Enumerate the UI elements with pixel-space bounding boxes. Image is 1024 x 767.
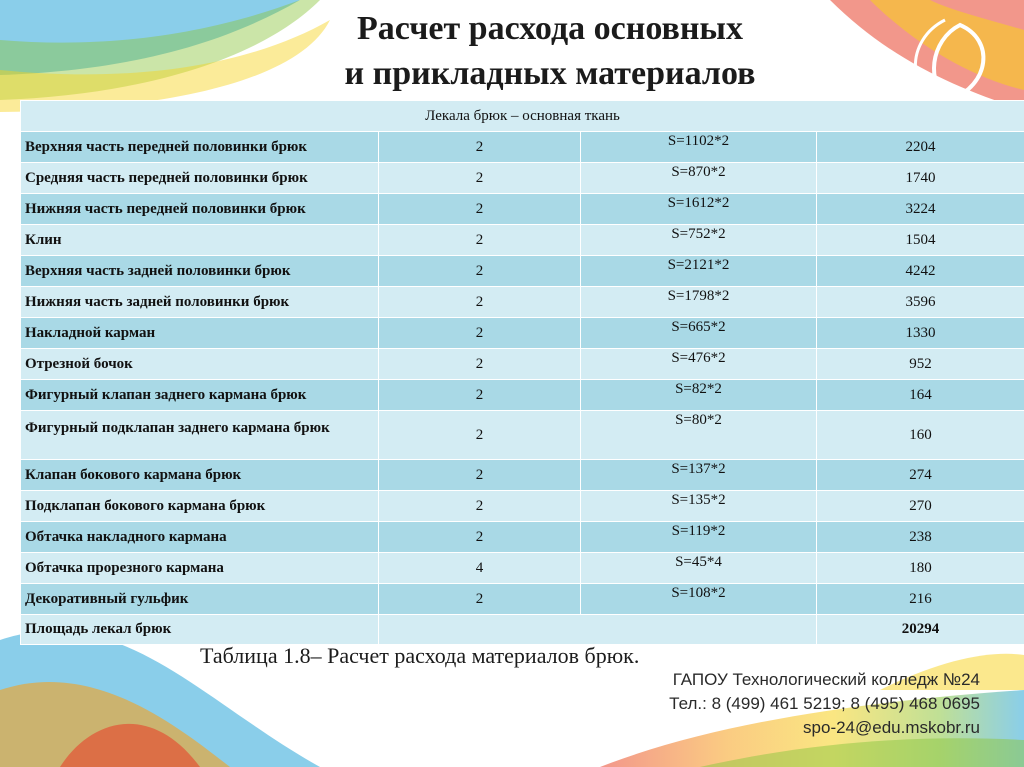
row-name: Клапан бокового кармана брюк bbox=[21, 460, 379, 491]
row-name: Верхняя часть задней половинки брюк bbox=[21, 256, 379, 287]
table-row bbox=[21, 491, 1024, 522]
row-name: Накладной карман bbox=[21, 318, 379, 349]
row-name: Верхняя часть передней половинки брюк bbox=[21, 132, 379, 163]
row-formula: S=2121*2 bbox=[581, 256, 817, 287]
row-name: Подклапан бокового кармана брюк bbox=[21, 491, 379, 522]
row-name: Фигурный подклапан заднего кармана брюк bbox=[21, 411, 379, 460]
row-formula: S=137*2 bbox=[581, 460, 817, 491]
row-area: 270 bbox=[817, 491, 1024, 522]
row-formula: S=1612*2 bbox=[581, 194, 817, 225]
row-formula: S=80*2 bbox=[581, 411, 817, 460]
title-line-1: Расчет расхода основных bbox=[357, 10, 743, 47]
college-email: spo-24@edu.mskobr.ru bbox=[803, 718, 980, 737]
row-area: 1330 bbox=[817, 318, 1024, 349]
college-phone: Тел.: 8 (499) 461 5219; 8 (495) 468 0695 bbox=[669, 694, 980, 713]
row-area: 216 bbox=[817, 584, 1024, 615]
table-row bbox=[21, 225, 1024, 256]
row-qty: 2 bbox=[379, 411, 581, 460]
row-formula: S=119*2 bbox=[581, 522, 817, 553]
row-formula: S=1798*2 bbox=[581, 287, 817, 318]
row-qty: 2 bbox=[379, 584, 581, 615]
title-line-2: и прикладных материалов bbox=[344, 55, 756, 92]
row-name: Нижняя часть задней половинки брюк bbox=[21, 287, 379, 318]
row-area: 274 bbox=[817, 460, 1024, 491]
table-caption: Таблица 1.8– Расчет расхода материалов брюк. bbox=[200, 643, 640, 668]
table-row bbox=[21, 553, 1024, 584]
table-row bbox=[21, 132, 1024, 163]
row-qty: 2 bbox=[379, 194, 581, 225]
row-formula: S=752*2 bbox=[581, 225, 817, 256]
row-formula: S=476*2 bbox=[581, 349, 817, 380]
row-qty: 2 bbox=[379, 460, 581, 491]
row-name: Обтачка прорезного кармана bbox=[21, 553, 379, 584]
row-area: 180 bbox=[817, 553, 1024, 584]
row-area: 160 bbox=[817, 411, 1024, 460]
row-name: Обтачка накладного кармана bbox=[21, 522, 379, 553]
college-info bbox=[669, 668, 980, 740]
row-name: Средняя часть передней половинки брюк bbox=[21, 163, 379, 194]
row-qty: 2 bbox=[379, 522, 581, 553]
row-area: 238 bbox=[817, 522, 1024, 553]
row-name: Декоративный гульфик bbox=[21, 584, 379, 615]
row-formula: S=135*2 bbox=[581, 491, 817, 522]
row-qty: 2 bbox=[379, 380, 581, 411]
table-row bbox=[21, 460, 1024, 491]
table-row bbox=[21, 318, 1024, 349]
table-total-row bbox=[21, 615, 1024, 645]
row-formula: S=870*2 bbox=[581, 163, 817, 194]
table-row bbox=[21, 287, 1024, 318]
row-formula: S=45*4 bbox=[581, 553, 817, 584]
total-label: Площадь лекал брюк bbox=[21, 615, 379, 645]
row-area: 4242 bbox=[817, 256, 1024, 287]
table-row bbox=[21, 380, 1024, 411]
row-formula: S=1102*2 bbox=[581, 132, 817, 163]
row-area: 952 bbox=[817, 349, 1024, 380]
row-area: 1740 bbox=[817, 163, 1024, 194]
table-header-row bbox=[21, 101, 1024, 132]
row-name: Фигурный клапан заднего кармана брюк bbox=[21, 380, 379, 411]
materials-table bbox=[20, 100, 1024, 645]
table-row bbox=[21, 411, 1024, 460]
table-row bbox=[21, 349, 1024, 380]
college-name: ГАПОУ Технологический колледж №24 bbox=[672, 670, 980, 689]
row-area: 3224 bbox=[817, 194, 1024, 225]
row-qty: 2 bbox=[379, 163, 581, 194]
row-name: Клин bbox=[21, 225, 379, 256]
row-qty: 4 bbox=[379, 553, 581, 584]
table-row bbox=[21, 256, 1024, 287]
total-value: 20294 bbox=[817, 615, 1024, 645]
row-name: Нижняя часть передней половинки брюк bbox=[21, 194, 379, 225]
row-formula: S=665*2 bbox=[581, 318, 817, 349]
row-area: 1504 bbox=[817, 225, 1024, 256]
row-qty: 2 bbox=[379, 132, 581, 163]
row-qty: 2 bbox=[379, 318, 581, 349]
table-header: Лекала брюк – основная ткань bbox=[21, 101, 1024, 132]
row-qty: 2 bbox=[379, 287, 581, 318]
table-row bbox=[21, 522, 1024, 553]
table-row bbox=[21, 194, 1024, 225]
row-area: 3596 bbox=[817, 287, 1024, 318]
row-formula: S=82*2 bbox=[581, 380, 817, 411]
row-qty: 2 bbox=[379, 491, 581, 522]
table-row bbox=[21, 584, 1024, 615]
row-name: Отрезной бочок bbox=[21, 349, 379, 380]
row-qty: 2 bbox=[379, 349, 581, 380]
total-empty-cell bbox=[379, 615, 817, 645]
row-area: 164 bbox=[817, 380, 1024, 411]
row-qty: 2 bbox=[379, 256, 581, 287]
page-title bbox=[240, 6, 860, 96]
table-row bbox=[21, 163, 1024, 194]
row-formula: S=108*2 bbox=[581, 584, 817, 615]
row-area: 2204 bbox=[817, 132, 1024, 163]
row-qty: 2 bbox=[379, 225, 581, 256]
